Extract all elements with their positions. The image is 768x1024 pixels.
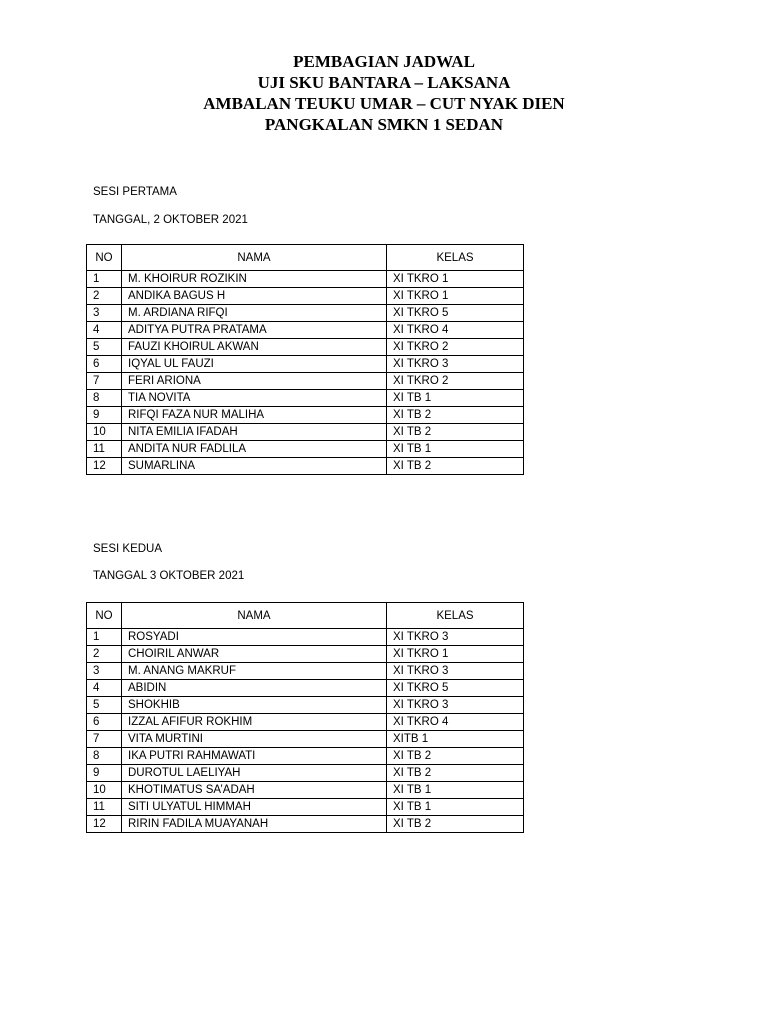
table-row xyxy=(87,799,524,816)
table-row xyxy=(87,680,524,697)
table-row xyxy=(87,322,524,339)
column-header-no: NO xyxy=(87,603,122,629)
session-2-date: TANGGAL 3 OKTOBER 2021 xyxy=(93,570,245,582)
column-header-nama: NAMA xyxy=(122,245,387,271)
table-row xyxy=(87,407,524,424)
cell-no: 4 xyxy=(87,680,122,697)
cell-no: 2 xyxy=(87,288,122,305)
cell-no: 3 xyxy=(87,663,122,680)
cell-nama: IZZAL AFIFUR ROKHIM xyxy=(122,714,387,731)
table-row xyxy=(87,288,524,305)
table-row xyxy=(87,697,524,714)
cell-no: 10 xyxy=(87,782,122,799)
table-row xyxy=(87,629,524,646)
table-row xyxy=(87,714,524,731)
table-row xyxy=(87,731,524,748)
session-2-rows xyxy=(87,629,524,833)
table-row xyxy=(87,390,524,407)
cell-kelas: XI TB 2 xyxy=(387,407,524,424)
cell-nama: VITA MURTINI xyxy=(122,731,387,748)
cell-nama: FAUZI KHOIRUL AKWAN xyxy=(122,339,387,356)
cell-nama: M. ANANG MAKRUF xyxy=(122,663,387,680)
cell-no: 5 xyxy=(87,339,122,356)
cell-no: 1 xyxy=(87,629,122,646)
cell-nama: RIRIN FADILA MUAYANAH xyxy=(122,816,387,833)
cell-kelas: XI TB 2 xyxy=(387,816,524,833)
table-row xyxy=(87,782,524,799)
cell-no: 9 xyxy=(87,407,122,424)
cell-nama: IKA PUTRI RAHMAWATI xyxy=(122,748,387,765)
cell-kelas: XI TB 1 xyxy=(387,390,524,407)
cell-nama: NITA EMILIA IFADAH xyxy=(122,424,387,441)
cell-nama: M. KHOIRUR ROZIKIN xyxy=(122,271,387,288)
cell-nama: TIA NOVITA xyxy=(122,390,387,407)
cell-kelas: XI TKRO 3 xyxy=(387,356,524,373)
table-header-row xyxy=(87,603,524,629)
cell-kelas: XI TB 1 xyxy=(387,441,524,458)
table-row xyxy=(87,424,524,441)
title-line: PANGKALAN SMKN 1 SEDAN xyxy=(264,115,504,134)
cell-no: 4 xyxy=(87,322,122,339)
cell-nama: CHOIRIL ANWAR xyxy=(122,646,387,663)
column-header-no: NO xyxy=(87,245,122,271)
cell-kelas: XI TB 2 xyxy=(387,424,524,441)
cell-kelas: XI TB 1 xyxy=(387,782,524,799)
cell-kelas: XI TB 1 xyxy=(387,799,524,816)
title-line: AMBALAN TEUKU UMAR – CUT NYAK DIEN xyxy=(203,94,565,113)
cell-nama: SITI ULYATUL HIMMAH xyxy=(122,799,387,816)
cell-no: 5 xyxy=(87,697,122,714)
cell-kelas: XI TKRO 2 xyxy=(387,373,524,390)
cell-kelas: XI TKRO 5 xyxy=(387,305,524,322)
cell-no: 11 xyxy=(87,799,122,816)
cell-kelas: XI TKRO 4 xyxy=(387,322,524,339)
table-row xyxy=(87,305,524,322)
cell-nama: M. ARDIANA RIFQI xyxy=(122,305,387,322)
title-line: UJI SKU BANTARA – LAKSANA xyxy=(257,73,511,92)
cell-kelas: XI TKRO 1 xyxy=(387,271,524,288)
table-row xyxy=(87,663,524,680)
session-2-table xyxy=(86,602,524,833)
table-row xyxy=(87,356,524,373)
table-row xyxy=(87,458,524,475)
cell-nama: ROSYADI xyxy=(122,629,387,646)
session-1-rows xyxy=(87,271,524,475)
table-row xyxy=(87,271,524,288)
cell-no: 12 xyxy=(87,458,122,475)
cell-nama: SHOKHIB xyxy=(122,697,387,714)
table-row xyxy=(87,816,524,833)
cell-nama: KHOTIMATUS SA’ADAH xyxy=(122,782,387,799)
column-header-kelas: KELAS xyxy=(387,245,524,271)
table-row xyxy=(87,646,524,663)
cell-no: 9 xyxy=(87,765,122,782)
cell-kelas: XI TB 2 xyxy=(387,765,524,782)
table-row xyxy=(87,373,524,390)
table-row xyxy=(87,441,524,458)
cell-kelas: XI TB 2 xyxy=(387,458,524,475)
cell-kelas: XI TKRO 1 xyxy=(387,646,524,663)
cell-nama: DUROTUL LAELIYAH xyxy=(122,765,387,782)
cell-kelas: XI TKRO 4 xyxy=(387,714,524,731)
table-header-row xyxy=(87,245,524,271)
cell-no: 7 xyxy=(87,373,122,390)
cell-kelas: XI TKRO 2 xyxy=(387,339,524,356)
cell-no: 11 xyxy=(87,441,122,458)
session-1-name: SESI PERTAMA xyxy=(93,186,177,198)
cell-nama: IQYAL UL FAUZI xyxy=(122,356,387,373)
cell-nama: SUMARLINA xyxy=(122,458,387,475)
cell-no: 1 xyxy=(87,271,122,288)
table-row xyxy=(87,748,524,765)
cell-no: 7 xyxy=(87,731,122,748)
cell-nama: RIFQI FAZA NUR MALIHA xyxy=(122,407,387,424)
cell-kelas: XITB 1 xyxy=(387,731,524,748)
session-1-table xyxy=(86,244,524,475)
session-2-name: SESI KEDUA xyxy=(93,543,163,555)
cell-kelas: XI TKRO 3 xyxy=(387,697,524,714)
cell-kelas: XI TKRO 3 xyxy=(387,629,524,646)
cell-no: 8 xyxy=(87,390,122,407)
column-header-nama: NAMA xyxy=(122,603,387,629)
cell-no: 6 xyxy=(87,356,122,373)
cell-kelas: XI TKRO 5 xyxy=(387,680,524,697)
title-line: PEMBAGIAN JADWAL xyxy=(293,52,475,71)
cell-no: 10 xyxy=(87,424,122,441)
cell-nama: ANDIKA BAGUS H xyxy=(122,288,387,305)
cell-nama: ABIDIN xyxy=(122,680,387,697)
table-row xyxy=(87,339,524,356)
cell-no: 3 xyxy=(87,305,122,322)
cell-kelas: XI TB 2 xyxy=(387,748,524,765)
cell-no: 2 xyxy=(87,646,122,663)
cell-nama: ADITYA PUTRA PRATAMA xyxy=(122,322,387,339)
cell-nama: ANDITA NUR FADLILA xyxy=(122,441,387,458)
cell-kelas: XI TKRO 1 xyxy=(387,288,524,305)
cell-no: 8 xyxy=(87,748,122,765)
table-row xyxy=(87,765,524,782)
document-title xyxy=(0,51,768,135)
session-1-date: TANGGAL, 2 OKTOBER 2021 xyxy=(93,214,248,226)
column-header-kelas: KELAS xyxy=(387,603,524,629)
cell-nama: FERI ARIONA xyxy=(122,373,387,390)
cell-no: 6 xyxy=(87,714,122,731)
cell-kelas: XI TKRO 3 xyxy=(387,663,524,680)
cell-no: 12 xyxy=(87,816,122,833)
